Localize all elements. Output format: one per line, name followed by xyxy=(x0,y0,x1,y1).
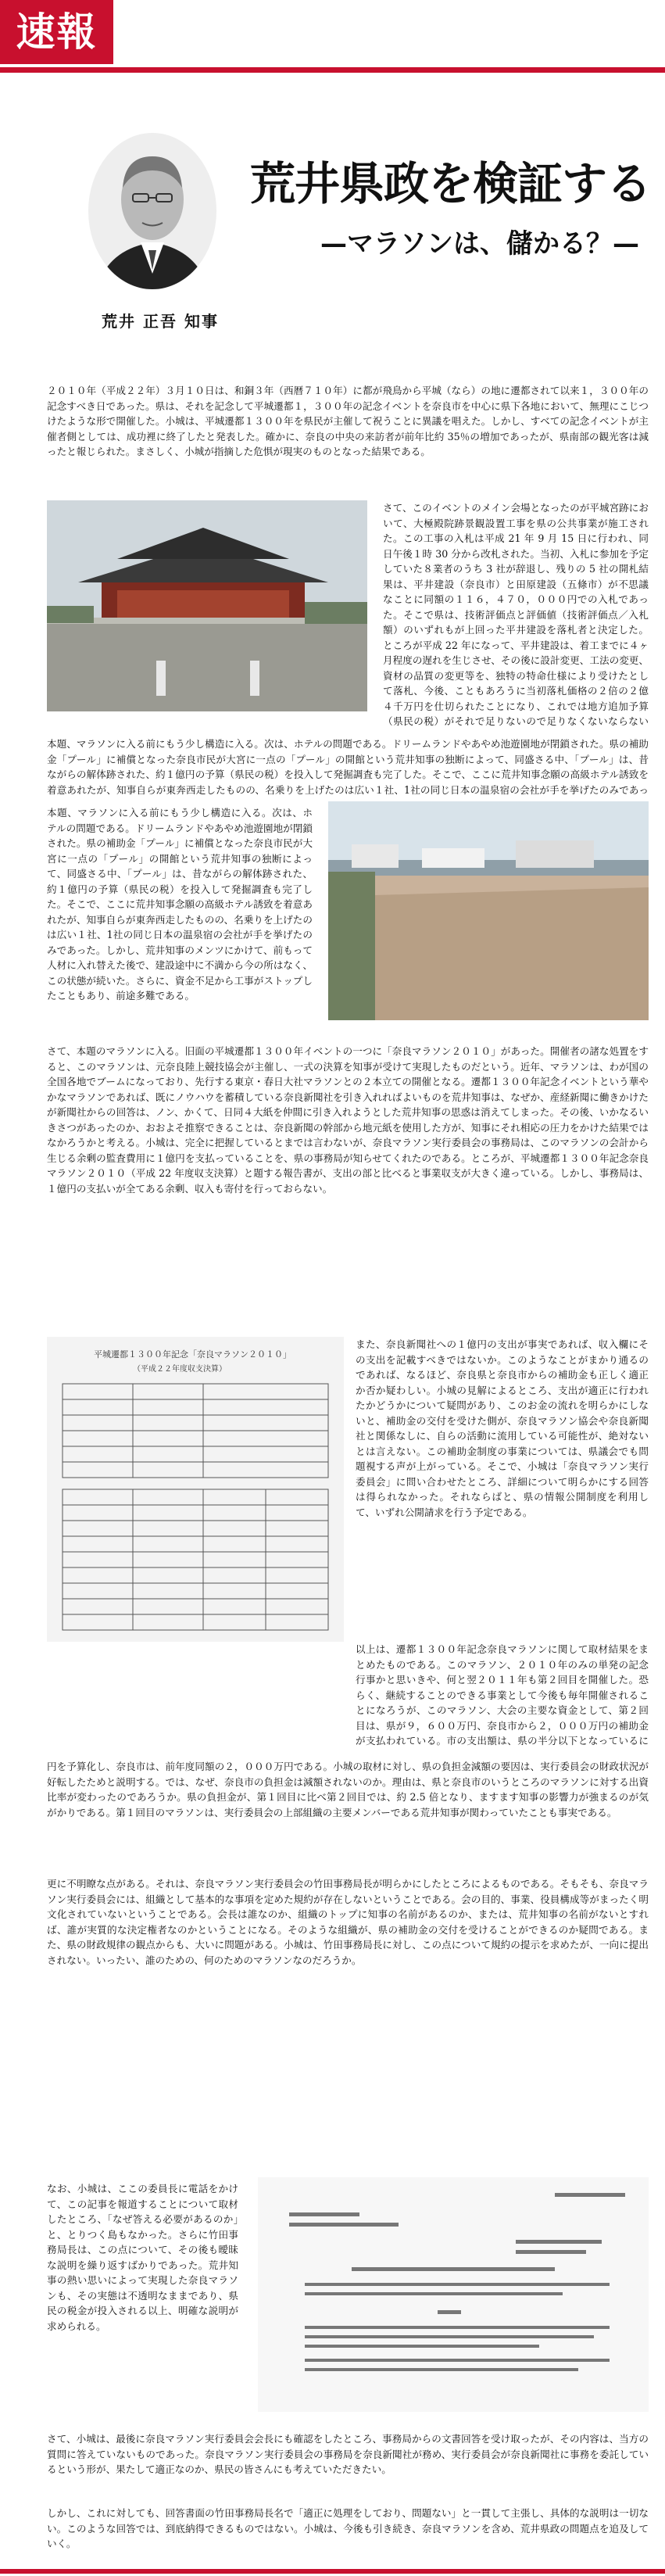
article-paragraph-4: さて、本題のマラソンに入る。旧面の平城遷都１３００年イベントの一つに「奈良マラソン２０１０」があった。開催者の諸な処置をすると、このマラソンは、元奈良陸上競技協会が主催し、一式の決算を知事が受けて実現したものだという。近年、マラソンは、わが国の全国各地でブームになっており、先行する東京・春日大社マラソンとの２本立ての開催となる。遷都１３００年記念イベントという華やかなマラソンであれば、既にノウハウを蓄積している奈良新聞社を引き入れればよいものを荒井知事は、なぜか、産経新聞に働きかけたが新聞社からの回答は、ノン、かくて、日同４大紙を仲間に引き入れようとした荒井知事の思惑は消えてしまった。その後、いかなるいきさつがあったのか、おおよそ推察できることは、奈良新聞の幹部から地元紙を使用した方が、知事にそれ相応の圧力をかけた結果ではなかろうかと考える。小城は、完全に把握しているとまでは言わないが、奈良マラソン実行委員会の事務局は、このマラソンの会計から生じる余剰の監査費用に１億円を支払っていることを、県の事務局が知らせてくれたのである。ところが、平城遷都１３００年記念奈良マラソン２０１０（平成 22 年度収支決算）と題する報告書が、支出の部と比べると事業収支が大きく違っている。しかし、事務局は、１億円の支払いが全てある余剰、収入も寄付を行っておらない。 xyxy=(47,1045,649,1195)
article-paragraph-7: 円を予算化し、奈良市は、前年度同額の２，０００万円である。小城の取材に対し、県の負担金減額の要因は、実行委員会の財政状況が好転したためと説明する。では、なぜ、奈良市の負担金は減額されないのか。理由は、県と奈良市のいうところのマラソンに対する出資比率が変わったのであろうか。県の負担金が、第１回目に比べ第２回目では、約 2.5 倍となり、ますます知事の影響力が強まるのが気がかりである。第１回目のマラソンは、実行委員会の上部組織の主要メンバーである荒井知事が関わっていたことも事実である。 xyxy=(47,1761,649,1818)
article-paragraph-2: さて、このイベントのメイン会場となったのが平城宮跡において、大極殿院跡景観設置工事を県の公共事業が施工された。この工事の入札は平成 21 年 9 月 15 日に行われ、同日午後１時 30 分から改札された。当初、入札に参加を予定していた８業者のうち 3 社が辞退し、残りの 5 社の開札結果は、平井建設（奈良市）と田原建設（五條市）が不思議なことに同額の１１６，４７０，０００円での入札であった。そこで県は、技術評価点と評価値（技術評価点／入札額）のいずれもが上回った平井建設を落札者と決定した。ところが平成 22 年になって、平井建設は、着工までに４ヶ月程度の遅れを生じさせ、その後に設計変更、工法の変更、資材の品質の変更等を、独特の特命仕様により受けたとして落札、今後、こともあろうに当初落札価格の２倍の２億４千万円を仕切られたことになり、これでは地方追加予算（県民の税）がそれで足りないので足りなくないならない xyxy=(383,502,649,727)
article-paragraph-1: ２０１０年（平成２２年）３月１０日は、和銅３年（西暦７１０年）に都が飛鳥から平城（なら）の地に遷都されて以来１，３００年の記念すべき日であった。県は、それを記念して平城遷都１，３００年の記念イベントを奈良市を中心に県下各地において、無理にこじつけたような形で開催した。小城は、平城遷都１３００年を県民が主催して祝うことに異議を唱えた。しかし、すべての記念イベントが主催者側としては、成功裡に終了したと発表した。確かに、奈良の中央の来訪者が前年比約 35％の増加であったが、県南部の観光客は減ったと報じられた。まさしく、小城が指摘した危惧が現実のものとなった結果である。 xyxy=(47,385,649,457)
governor-portrait xyxy=(86,133,219,301)
article-paragraph-6: 以上は、遷都１３００年記念奈良マラソンに関して取材結果をまとめたものである。このマラソン、２０１０年のみの単発の記念行事かと思いきや、何と翌２０１１年も第２回目を開催した。恐らく、継続することのできる事業として今後も毎年開催されることになろうが、このマラソン、大会の主要な資金として、第２回目は、県が９，６００万円、奈良市から２，０００万円の補助金が支払われている。市の支出額は、県の半分以下となっているに xyxy=(356,1643,649,1747)
svg-text:平城遷都１３００年記念「奈良マラソン２０１０」: 平城遷都１３００年記念「奈良マラソン２０１０」 xyxy=(94,1349,291,1360)
breaking-news-badge: 速報 xyxy=(0,0,113,64)
header-rule xyxy=(0,67,665,73)
site-photo xyxy=(328,801,649,1020)
portrait-caption: 荒井 正吾 知事 xyxy=(102,312,219,331)
article-paragraph-10: さて、小城は、最後に奈良マラソン実行委員会会長にも確認をしたところ、事務局からの文書回答を受け取ったが、その内容は、当方の質問に答えていないものであった。奈良マラソン実行委員会の事務局を奈良新聞社が務め、実行委員会が奈良新聞社に事務を委託しているという形が、果たして適正なのか、県民の皆さんにも考えていただきたい。 xyxy=(47,2433,649,2475)
article-paragraph-2-cont: 本題、マラソンに入る前にもう少し構造に入る。次は、ホテルの問題である。ドリームランドやあやめ池遊園地が閉鎖された。県の補助金「プール」に補償となった奈良市民が大宮に一点の「プール」の開館という荒井知事の独断によって、同盛さる中、「プール」は、昔ながらの解体跡された、約１億円の予算（県民の税）を投入して発掘調査も完了した。そこで、ここに荒井知事念願の高級ホテル誘致を着意あれたが、知事自らが東奔西走したものの、名乗りを上げたのは広い１社、1社の同じ日本の温泉宿の会社が手を挙げたのみであっ xyxy=(47,738,649,796)
headline: 荒井県政を検証する xyxy=(250,157,652,210)
article-paragraph-9: なお、小城は、ここの委員長に電話をかけて、この記事を報道することについて取材したところ、「なぜ答える必要があるのか」と、とりつく島もなかった。さらに竹田事務局長は、この点について、その後も曖昧な説明を繰り返すばかりであった。荒井知事の熱い思いによって実現した奈良マラソンも、その実態は不透明なままであり、県民の税金が投入される以上、明確な説明が求められる。 xyxy=(47,2183,238,2332)
palace-photo xyxy=(47,500,367,711)
svg-text:（平成２２年度収支決算）: （平成２２年度収支決算） xyxy=(133,1365,227,1374)
article-paragraph-3: 本題、マラソンに入る前にもう少し構造に入る。次は、ホテルの問題である。ドリームランドやあやめ池遊園地が閉鎖された。県の補助金「プール」に補償となった奈良市民が大宮に一点の「プール」の開館という荒井知事の独断によって、同盛さる中、「プール」は、昔ながらの解体跡された、約１億円の予算（県民の税）を投入して発掘調査も完了した。そこで、ここに荒井知事念願の高級ホテル誘致を着意あれたが、知事自らが東奔西走したものの、名乗りを上げたのは広い１社、1社の同じ日本の温泉宿の会社が手を挙げたのみであった。しかし、荒井知事のメンツにかけて、前もって人材に入れ替えた後で、建設途中に不満から今の所はなく、この状態が続いた。さらに、資金不足から工事がストップしたこともあり、前途多難である。 xyxy=(47,807,313,1001)
article-paragraph-11: しかし、これに対しても、回答書面の竹田事務局長名で「適正に処理をしており、問題ない」と一貫して主張し、具体的な説明は一切ない。このような回答では、到底納得できるものではない。小城は、今後も引き続き、奈良マラソンを含め、荒井県政の問題点を追及していく。 xyxy=(47,2507,649,2549)
article-paragraph-8: 更に不明瞭な点がある。それは、奈良マラソン実行委員会の竹田事務局長が明らかにしたところによるものである。そもそも、奈良マラソン実行委員会には、組織として基本的な事項を定めた規約が存在しないということである。会の目的、事業、役員構成等がまったく明文化されていないということである。会長は誰なのか、組織のトップに知事の名前があるのか、または、荒井知事の名前がないとすれば、誰が実質的な決定権者なのかということになる。そのような組織が、県の補助金の交付を受けることができるのか疑問である。また、県の財政規律の観点からも、大いに問題がある。小城は、竹田事務局長に対し、この点について規約の提示を求めたが、一向に提出されない。いったい、誰のための、何のためのマラソンなのだろうか。 xyxy=(47,1878,649,1966)
budget-table-photo xyxy=(47,1337,344,1642)
footer-rule xyxy=(0,2569,665,2574)
reply-document-photo xyxy=(258,2177,649,2412)
article-paragraph-5: また、奈良新聞社への１億円の支出が事実であれば、収入欄にその支出を記載すべきではないか。このようなことがまかり通るのであれば、なるほど、奈良県と奈良市からの補助金も正しく適正か否か疑わしい。小城の見解によるところ、支出が適正に行われたかどうかについて疑問があり、このお金の流れを明らかにしないと、補助金の交付を受けた側が、奈良マラソン協会や奈良新聞社と関係なしに、自らの活動に流用している可能性が、絶対ないとは言えない。この補助金制度の事業については、県議会でも問題視する声が上がっている。そこで、小城は「奈良マラソン実行委員会」に問い合わせたところ、詳細について明らかにする回答は得られなかった。それならばと、県の情報公開制度を利用して、いずれ公開請求を行う予定である。 xyxy=(356,1338,649,1518)
subheadline: —マラソンは、儲かる？— xyxy=(320,228,639,260)
